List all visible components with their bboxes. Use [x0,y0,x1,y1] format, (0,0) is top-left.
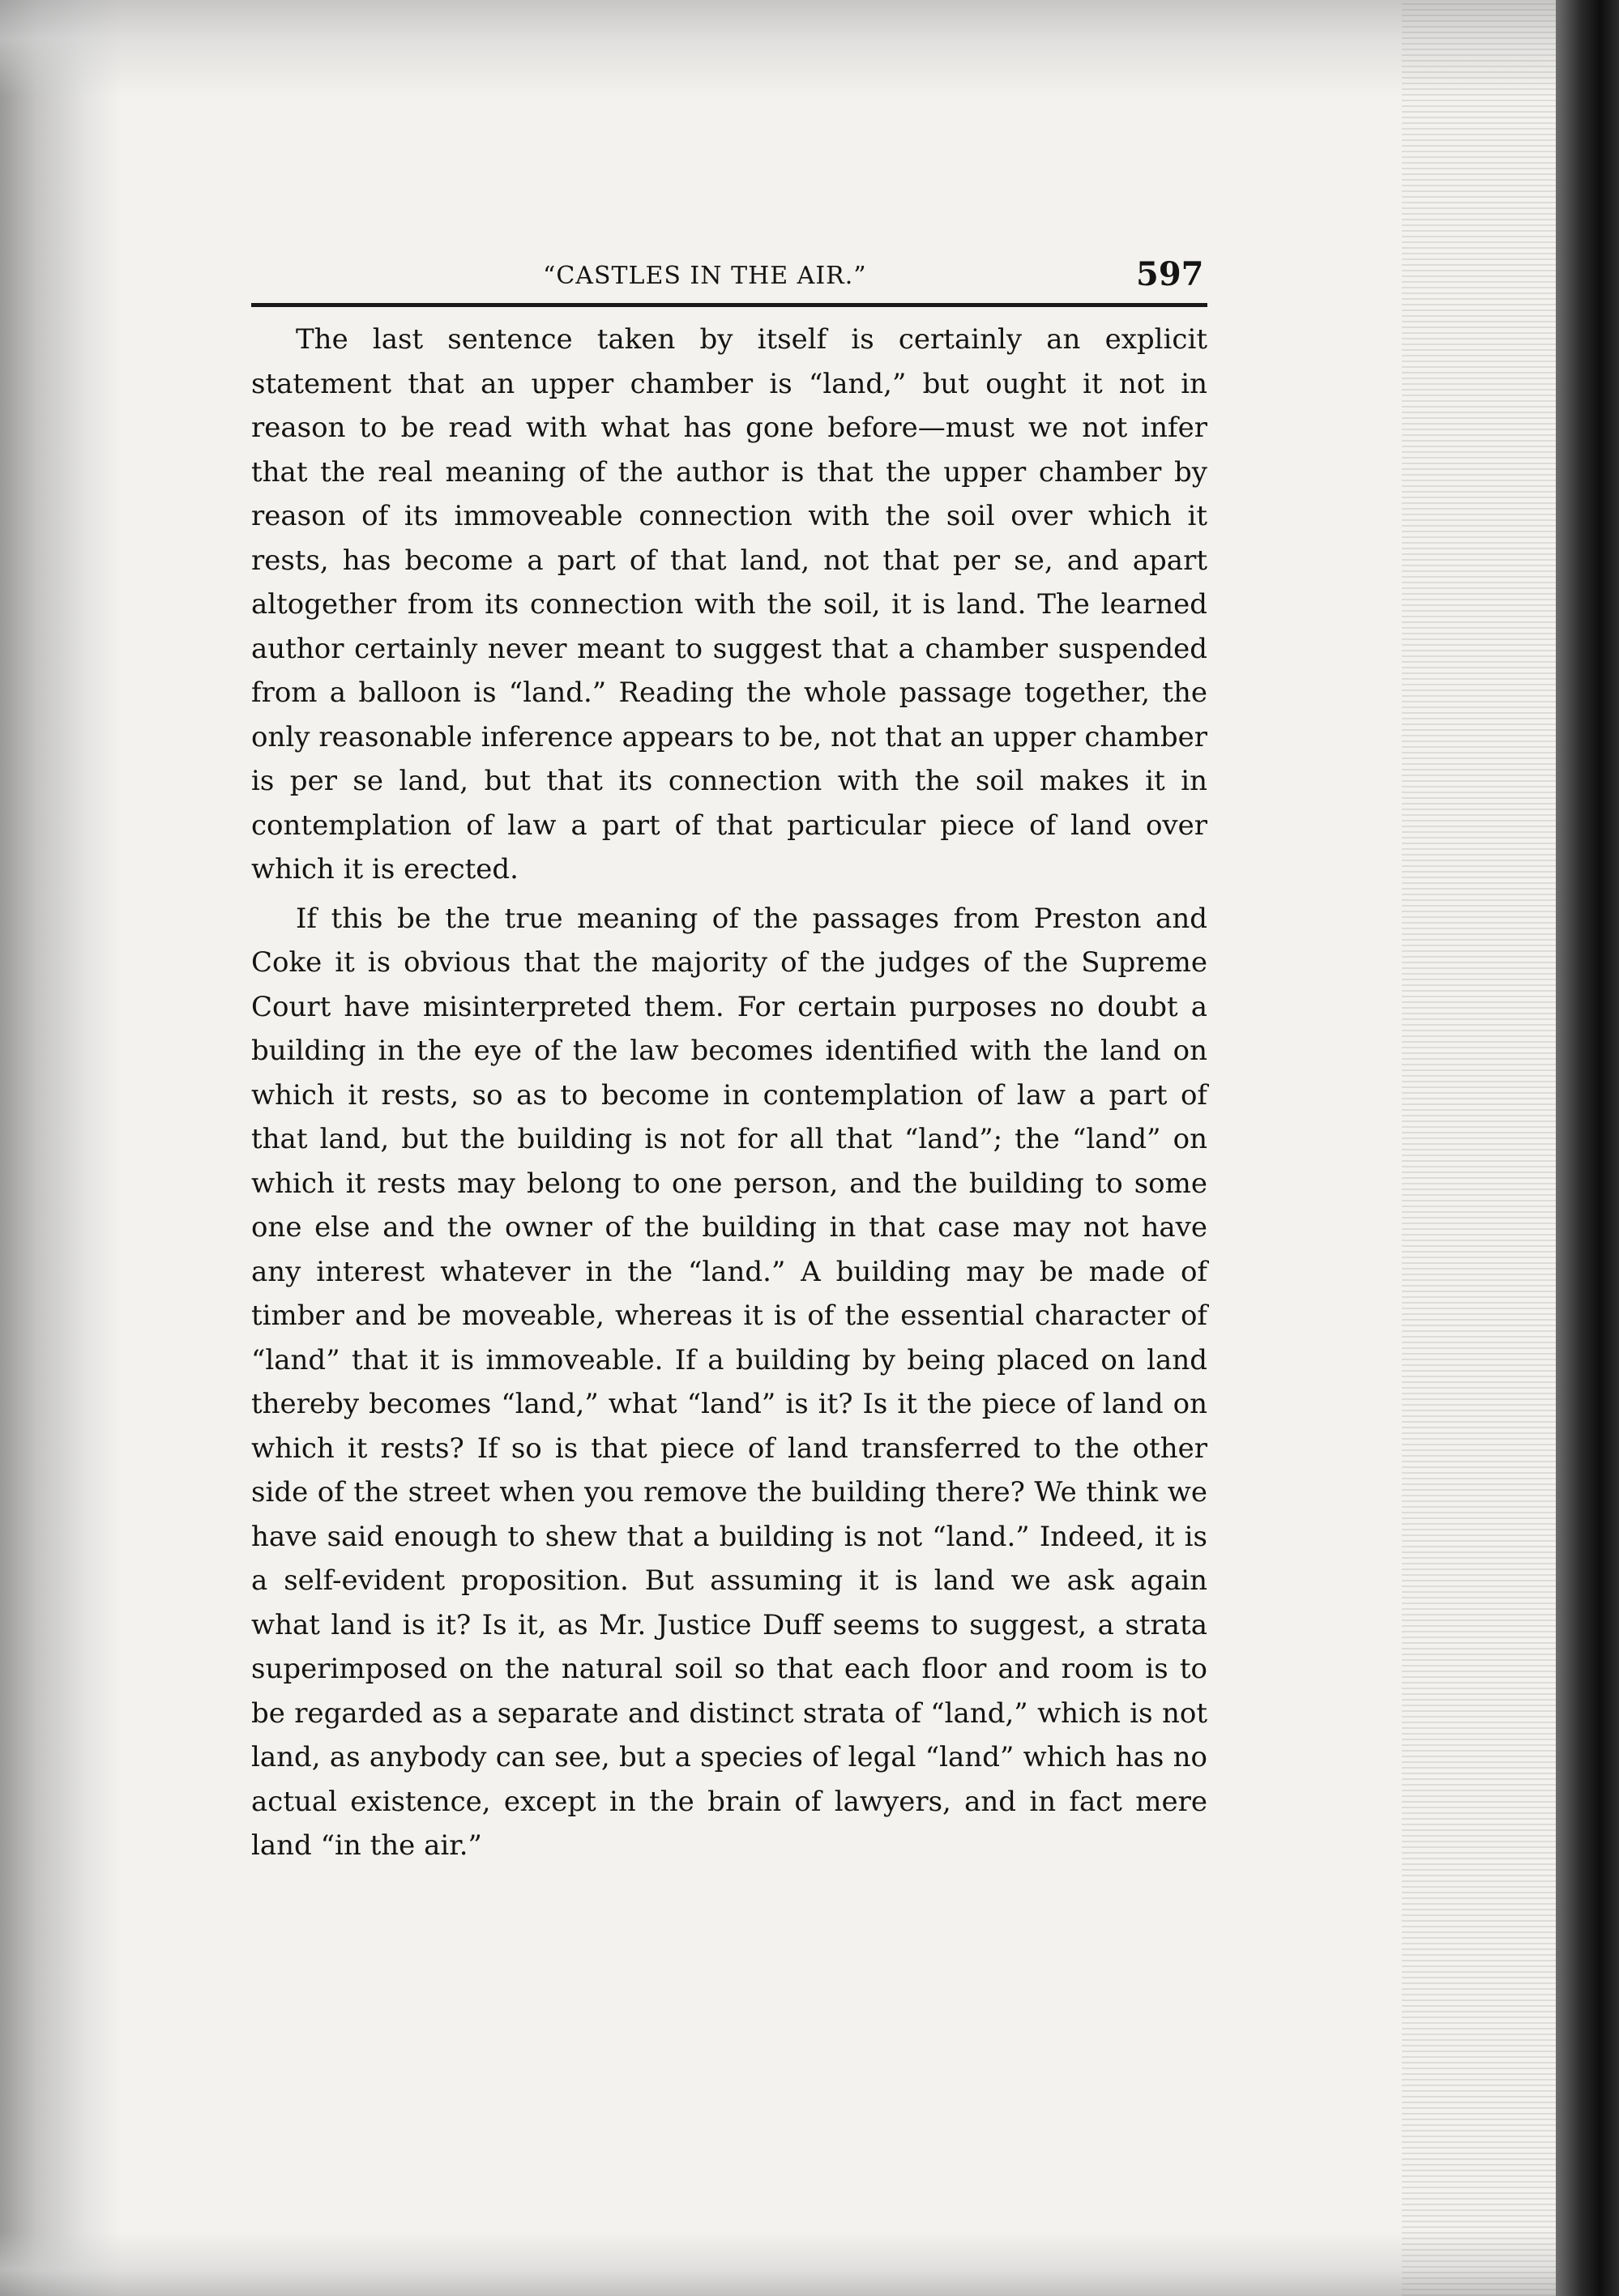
scan-shadow-left [0,0,122,2296]
paragraph-2: If this be the true meaning of the passages from Preston and Coke it is obvious that the majority of the judges of the Supreme Court have misinterpreted them. For certain purposes no doubt a building in the eye of the law becomes identified with the land on which it rests, so as to become in contemplation of law a part of that land, but the building is not for all that “land”; the “land” on which it rests may belong to one person, and the building to some one else and the owner of the building in that case may not have any interest whatever in the “land.” A building may be made of timber and be moveable, whereas it is of the essential character of “land” that it is immoveable. If a building by being placed on land thereby becomes “land,” what “land” is it? Is it the piece of land on which it rests? If so is that piece of land transferred to the other side of the street when you remove the building there? We think we have said enough to shew that a building is not “land.” Indeed, it is a self-evident proposition. But assuming it is land we ask again what land is it? Is it, as Mr. Justice Duff seems to suggest, a strata superimposed on the natural soil so that each floor and room is to be regarded as a separate and distinct strata of “land,” which is not land, as anybody can see, but a species of legal “land” which has no actual existence, except in the brain of lawyers, and in fact mere land “in the air.” [251,902,1207,1862]
book-page [122,97,1556,2252]
page-number: 597 [1136,255,1204,293]
binding-edge [1556,0,1619,2296]
running-head [122,247,1207,296]
scan-shadow-top [0,0,1619,97]
body-text [251,318,1207,1868]
paragraph-1: The last sentence taken by itself is certainly an explicit statement that an upper chamber is “land,” but ought it not in reason to be read with what has gone before—must we not infer that the real meaning of the author is that the upper chamber by reason of its immoveable connection with the soil over which it rests, has become a part of that land, not that per se, and apart altogether from its connection with the soil, it is land. The learned author certainly never meant to suggest that a chamber suspended from a balloon is “land.” Reading the whole passage together, the only reasonable inference appears to be, not that an upper chamber is per se land, but that its connection with the soil makes it in contemplation of law a part of that particular piece of land over which it is erected. [251,323,1207,886]
running-title: “CASTLES IN THE AIR.” [543,262,867,290]
header-rule [251,303,1207,307]
